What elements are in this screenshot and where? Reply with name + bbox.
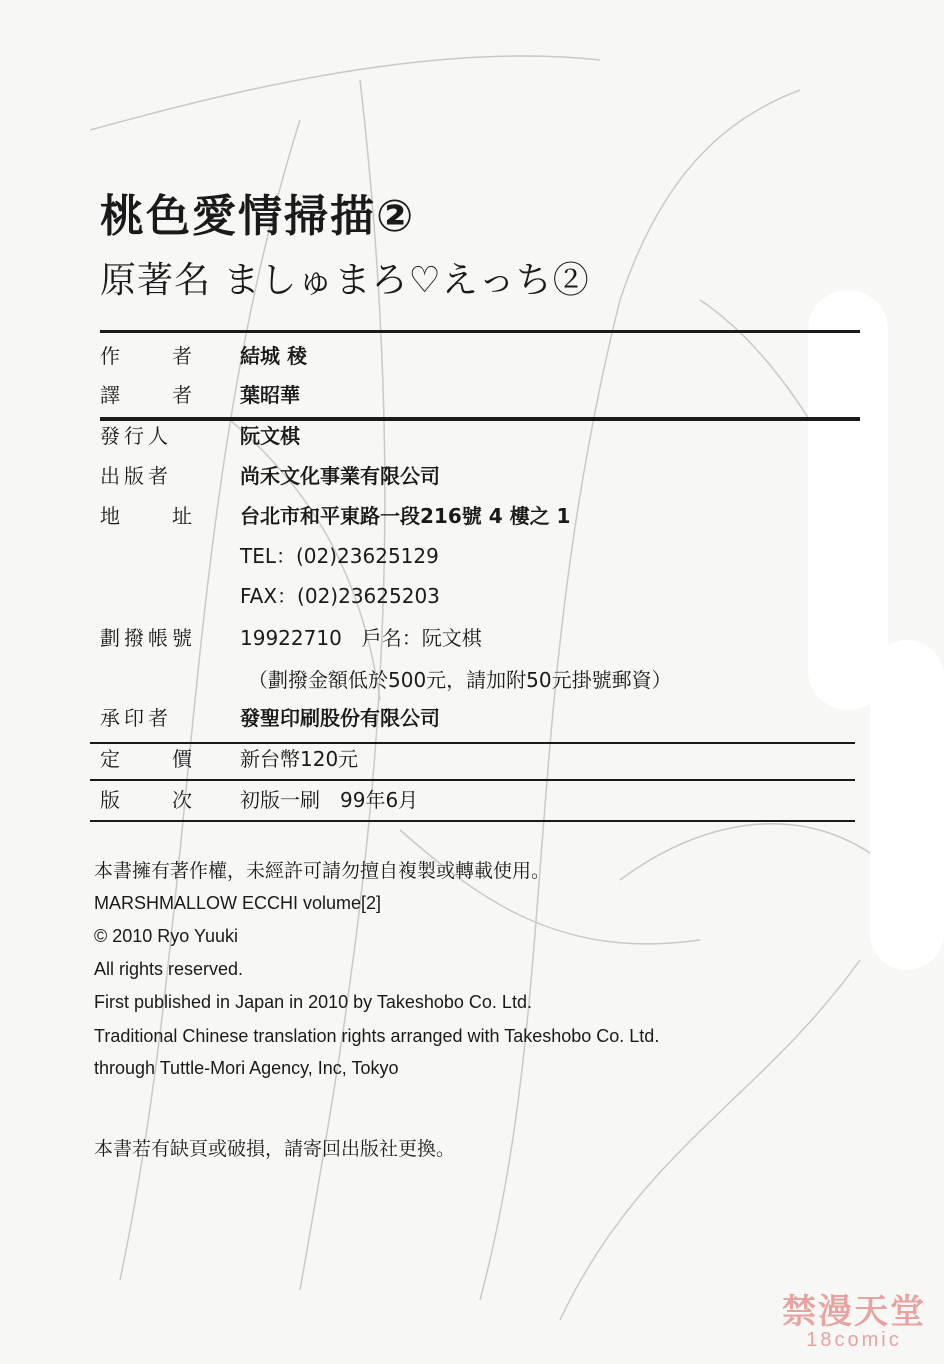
divider <box>90 742 855 744</box>
tel-value: TEL：(02)23625129 <box>240 544 439 568</box>
divider <box>90 820 855 822</box>
watermark-zh: 禁漫天堂 <box>782 1292 926 1332</box>
author-label: 作 者 <box>100 344 192 368</box>
original-title: 原著名 ましゅまろ♡えっち② <box>100 260 590 301</box>
printer-label: 承印者 <box>100 706 172 730</box>
edition-value: 初版一刷 99年6月 <box>240 788 419 812</box>
account-value: 19922710 戶名：阮文棋 <box>240 626 482 650</box>
english-line: First published in Japan in 2010 by Takeshobo Co. Ltd. <box>94 992 532 1012</box>
publisher-label: 出版者 <box>100 464 172 488</box>
translator-label: 譯 者 <box>100 383 192 407</box>
price-label: 定 價 <box>100 747 192 771</box>
account-label: 劃撥帳號 <box>100 626 196 650</box>
book-title: 桃色愛情掃描② <box>100 191 416 242</box>
watermark-en: 18comic <box>806 1329 902 1351</box>
english-line: All rights reserved. <box>94 959 244 979</box>
whiteout-patch <box>870 640 944 970</box>
author-value: 結城 稜 <box>240 344 307 368</box>
whiteout-patch <box>808 290 888 710</box>
english-line: through Tuttle-Mori Agency, Inc, Tokyo <box>94 1058 399 1078</box>
divider <box>90 779 855 781</box>
publisher-person-label: 發行人 <box>100 424 172 448</box>
account-note: （劃撥金額低於500元，請加附50元掛號郵資） <box>248 668 672 692</box>
price-value: 新台幣120元 <box>240 747 359 771</box>
address-value: 台北市和平東路一段216號 4 樓之 1 <box>240 504 571 528</box>
english-line: © 2010 Ryo Yuuki <box>94 926 239 946</box>
publisher-person-value: 阮文棋 <box>240 424 300 448</box>
replacement-notice: 本書若有缺頁或破損，請寄回出版社更換。 <box>94 1138 456 1160</box>
english-line: MARSHMALLOW ECCHI volume[2] <box>94 893 382 913</box>
fax-value: FAX：(02)23625203 <box>240 584 440 608</box>
watermark-logo <box>782 1284 926 1352</box>
publisher-value: 尚禾文化事業有限公司 <box>240 464 440 488</box>
divider <box>100 417 860 421</box>
english-line: Traditional Chinese translation rights arranged with Takeshobo Co. Ltd. <box>94 1026 660 1046</box>
edition-label: 版 次 <box>100 788 192 812</box>
address-label: 地 址 <box>100 504 192 528</box>
translator-value: 葉昭華 <box>240 383 300 407</box>
printer-value: 發聖印刷股份有限公司 <box>240 706 440 730</box>
divider <box>100 330 860 333</box>
copyright-notice: 本書擁有著作權，未經許可請勿擅自複製或轉載使用。 <box>94 860 551 882</box>
